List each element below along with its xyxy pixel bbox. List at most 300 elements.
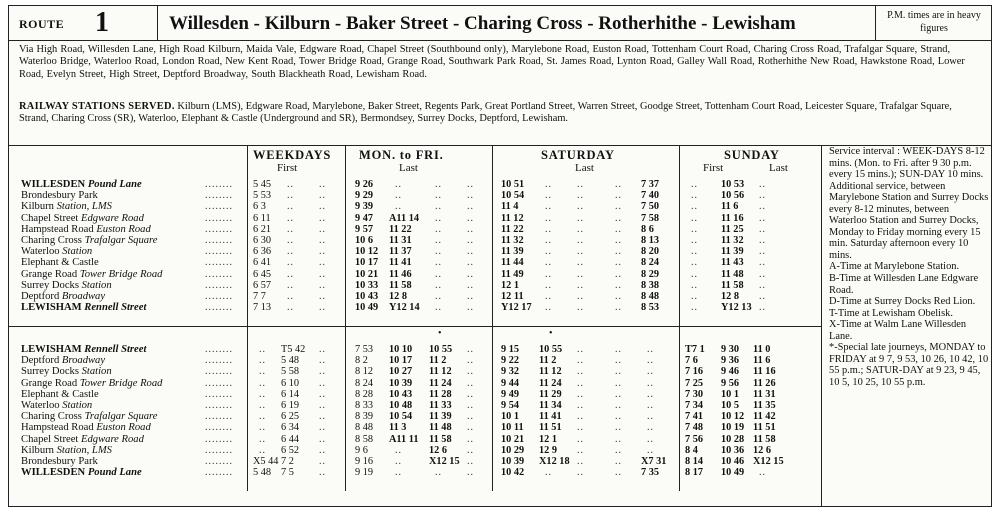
departure-time: 6 14 <box>281 388 300 400</box>
departure-time: 9 29 <box>355 190 374 202</box>
empty-cell: .. <box>435 246 442 258</box>
departure-time: 11 41 <box>539 411 562 423</box>
stop-detail: Tower Bridge Road <box>77 377 163 389</box>
departure-time: 9 46 <box>721 366 740 378</box>
departure-time: 11 2 <box>429 355 447 367</box>
departure-time: 10 48 <box>389 400 413 411</box>
stop-label: Hampstead Road <box>21 223 94 235</box>
stop-label: Surrey Docks <box>21 366 79 378</box>
empty-cell: .. <box>615 388 622 400</box>
empty-cell: .. <box>615 444 622 456</box>
departure-time: 6 57 <box>253 279 272 291</box>
empty-cell: .. <box>435 212 442 224</box>
departure-time: 7 16 <box>685 366 704 378</box>
departure-time: 10 49 <box>355 302 379 314</box>
empty-cell: .. <box>759 257 766 269</box>
departure-time: 10 36 <box>721 444 745 456</box>
empty-cell: .. <box>577 223 584 235</box>
empty-cell: .. <box>395 467 402 479</box>
departure-time: 11 24 <box>539 377 562 389</box>
departure-time: 11 42 <box>753 411 776 423</box>
rule <box>9 326 821 327</box>
empty-cell: .. <box>259 433 266 445</box>
leader-dots: ........ <box>205 388 233 400</box>
departure-time: 6 10 <box>281 377 300 389</box>
empty-cell: .. <box>691 190 698 202</box>
departure-time: 10 19 <box>721 422 745 434</box>
empty-cell: .. <box>467 467 474 479</box>
empty-cell: .. <box>287 179 294 190</box>
departure-time: 8 2 <box>355 355 368 367</box>
stop-detail: Station <box>78 366 112 378</box>
empty-cell: .. <box>615 179 622 190</box>
stop-name <box>21 445 112 456</box>
service-note: D-Time at Surrey Docks Red Lion. <box>829 296 976 308</box>
empty-cell: .. <box>615 257 622 269</box>
empty-cell: .. <box>319 257 326 269</box>
empty-cell: .. <box>319 366 326 378</box>
departure-time: 7 58 <box>641 212 660 224</box>
route-label: ROUTE <box>19 17 65 31</box>
timetable-sheet <box>8 5 992 507</box>
sunday-first: First <box>703 162 724 174</box>
departure-time: Y12 14 <box>389 302 420 314</box>
leader-dots: ........ <box>205 235 233 246</box>
stop-detail: Station <box>59 246 93 258</box>
departure-time: 11 12 <box>429 366 452 378</box>
stop-name <box>21 456 98 467</box>
empty-cell: .. <box>691 246 698 258</box>
empty-cell: .. <box>759 268 766 280</box>
special-journey-mark: • <box>549 328 553 339</box>
departure-time: 11 22 <box>501 223 524 235</box>
departure-time: 6 52 <box>281 444 300 456</box>
departure-time: 11 34 <box>539 400 562 411</box>
departure-time: 11 37 <box>389 246 412 258</box>
empty-cell: .. <box>467 279 474 291</box>
empty-cell: .. <box>615 456 622 467</box>
column-rule <box>679 145 680 491</box>
stop-detail: Station, LMS <box>53 444 112 456</box>
empty-cell: .. <box>259 366 266 378</box>
stop-detail: Tower Bridge Road <box>77 268 163 280</box>
service-note: T-Time at Lewisham Obelisk. <box>829 307 953 319</box>
empty-cell: .. <box>287 223 294 235</box>
empty-cell: .. <box>435 302 442 314</box>
departure-time: 7 50 <box>641 201 660 213</box>
stop-label: LEWISHAM <box>21 302 82 314</box>
leader-dots: ........ <box>205 456 233 467</box>
departure-time: 7 41 <box>685 411 704 423</box>
departure-time: X5 44 <box>253 456 279 467</box>
departure-time: A11 14 <box>389 212 420 224</box>
empty-cell: .. <box>615 201 622 213</box>
departure-time: 11 51 <box>539 422 562 434</box>
leader-dots: ........ <box>205 223 233 235</box>
special-journey-mark: • <box>438 328 442 339</box>
empty-cell: .. <box>435 257 442 269</box>
empty-cell: .. <box>615 235 622 246</box>
route-via: Via High Road, Willesden Lane, High Road Kilburn, Maida Vale, Edgware Road, Chapel Street (Southbound only), Marylebone Road, Euston Road, Tottenham Court Road, Charing Cross Road, Trafalgar Square, Strand, Waterloo Bridge, Waterloo Road, London Road, New Kent Road, Tower Bridge Road, Grange Road, Southwark Park Road, St. James Road, Lynton Road, Galley Wall Road, Rotherhithe New Road, Hawkstone Road, Lower Road, Evelyn Street, High Street, Deptford Broadway, South Blackheath Road, Lewisham Road. <box>19 44 965 80</box>
leader-dots: ........ <box>205 201 233 213</box>
empty-cell: .. <box>319 433 326 445</box>
empty-cell: .. <box>615 355 622 367</box>
departure-time: 6 19 <box>281 400 300 411</box>
empty-cell: .. <box>545 268 552 280</box>
departure-time: 7 13 <box>253 302 272 314</box>
departure-time: 9 22 <box>501 355 520 367</box>
empty-cell: .. <box>691 201 698 213</box>
empty-cell: .. <box>615 279 622 291</box>
departure-time: 8 12 <box>355 366 374 378</box>
empty-cell: .. <box>319 467 326 479</box>
empty-cell: .. <box>577 388 584 400</box>
empty-cell: .. <box>577 366 584 378</box>
empty-cell: .. <box>467 411 474 423</box>
departure-time: 10 29 <box>501 444 525 456</box>
service-note: Service interval : WEEK-DAYS 8-12 mins. (Mon. to Fri. after 9 30 p.m. every 15 mins.); SUN-DAY 10 mins. <box>829 146 985 181</box>
leader-dots: ........ <box>205 467 233 479</box>
departure-time: 5 58 <box>281 366 300 378</box>
empty-cell: .. <box>259 444 266 456</box>
railway-stations <box>19 101 983 126</box>
departure-time: 9 19 <box>355 467 374 479</box>
departure-time: 10 33 <box>355 279 379 291</box>
departure-time: 10 49 <box>721 467 745 479</box>
empty-cell: .. <box>577 467 584 479</box>
empty-cell: .. <box>759 201 766 213</box>
departure-time: 11 6 <box>721 201 739 213</box>
empty-cell: .. <box>319 400 326 411</box>
empty-cell: .. <box>759 291 766 302</box>
service-note: *-Special late journeys, MONDAY to FRIDAY at 9 7, 9 53, 10 26, 10 42, 10 55 p.m.; SATUR-DAY at 9 23, 9 45, 10 5, 10 25, 10 55 p.m. <box>829 342 989 388</box>
empty-cell: .. <box>545 235 552 246</box>
departure-time: 10 5 <box>721 400 740 411</box>
departure-time: 11 43 <box>721 257 744 269</box>
departure-time: 11 58 <box>721 279 744 291</box>
empty-cell: .. <box>287 190 294 202</box>
column-rule <box>821 145 822 507</box>
empty-cell: .. <box>691 223 698 235</box>
stop-label: Grange Road <box>21 268 78 280</box>
stop-detail: Station, LMS <box>53 201 112 213</box>
saturday-last: Last <box>575 162 594 174</box>
empty-cell: .. <box>577 201 584 213</box>
departure-time: 11 49 <box>501 268 524 280</box>
stop-name <box>21 190 98 201</box>
stop-name <box>21 269 162 280</box>
empty-cell: .. <box>577 235 584 246</box>
departure-time: 10 21 <box>355 268 379 280</box>
service-note: B-Time at Willesden Lane Edgware Road. <box>829 273 979 296</box>
departure-time: 12 1 <box>539 433 558 445</box>
stop-label: WILLESDEN <box>21 179 86 190</box>
monfri-last: Last <box>399 162 418 174</box>
stop-name <box>21 179 142 190</box>
empty-cell: .. <box>577 212 584 224</box>
departure-time: 5 45 <box>253 179 272 190</box>
empty-cell: .. <box>467 344 474 355</box>
stop-label: Charing Cross <box>21 411 82 423</box>
departure-time: 10 42 <box>501 467 525 479</box>
leader-dots: ........ <box>205 444 233 456</box>
departure-time: 11 48 <box>429 422 452 434</box>
empty-cell: .. <box>395 444 402 456</box>
stop-detail: Edgware Road <box>78 212 144 224</box>
empty-cell: .. <box>319 344 326 355</box>
departure-time: 6 44 <box>281 433 300 445</box>
departure-time: 12 8 <box>721 291 740 302</box>
departure-time: 11 35 <box>753 400 776 411</box>
empty-cell: .. <box>435 223 442 235</box>
departure-time: 8 20 <box>641 246 660 258</box>
empty-cell: .. <box>759 212 766 224</box>
stop-name <box>21 389 99 400</box>
stop-detail: Pound Lane <box>85 467 142 479</box>
stop-label: Charing Cross <box>21 235 82 246</box>
stop-label: Kilburn <box>21 444 54 456</box>
empty-cell: .. <box>435 467 442 479</box>
empty-cell: .. <box>647 400 654 411</box>
stop-label: Waterloo <box>21 246 60 258</box>
empty-cell: .. <box>647 366 654 378</box>
departure-time: 10 17 <box>389 355 413 367</box>
stop-name <box>21 355 105 366</box>
departure-time: 7 53 <box>355 344 374 355</box>
empty-cell: .. <box>467 444 474 456</box>
departure-time: 6 21 <box>253 223 272 235</box>
departure-time: 11 51 <box>753 422 776 434</box>
empty-cell: .. <box>577 377 584 389</box>
departure-time: X12 15 <box>753 456 784 467</box>
service-note: A-Time at Marylebone Station. <box>829 261 960 273</box>
leader-dots: ........ <box>205 212 233 224</box>
empty-cell: .. <box>577 190 584 202</box>
departure-time: 8 13 <box>641 235 660 246</box>
stop-label: Chapel Street <box>21 212 79 224</box>
empty-cell: .. <box>395 179 402 190</box>
departure-time: 7 25 <box>685 377 704 389</box>
departure-time: 9 30 <box>721 344 740 355</box>
header-divider <box>875 6 876 40</box>
leader-dots: ........ <box>205 190 233 202</box>
departure-time: 10 12 <box>355 246 379 258</box>
departure-time: 10 11 <box>501 422 524 434</box>
empty-cell: .. <box>287 291 294 302</box>
empty-cell: .. <box>319 355 326 367</box>
stop-name <box>21 467 142 478</box>
stop-name <box>21 291 105 302</box>
departure-time: 8 17 <box>685 467 704 479</box>
leader-dots: ........ <box>205 302 233 314</box>
route-title: Willesden - Kilburn - Baker Street - Charing Cross - Rotherhithe - Lewisham <box>169 13 796 34</box>
departure-time: 11 31 <box>753 388 776 400</box>
empty-cell: .. <box>287 235 294 246</box>
empty-cell: .. <box>259 355 266 367</box>
empty-cell: .. <box>259 377 266 389</box>
stop-detail: Euston Road <box>93 422 151 434</box>
departure-time: 11 16 <box>721 212 744 224</box>
departure-time: 6 36 <box>253 246 272 258</box>
stop-name <box>21 422 151 433</box>
departure-time: 11 25 <box>721 223 744 235</box>
empty-cell: .. <box>319 235 326 246</box>
departure-time: 7 6 <box>685 355 698 367</box>
empty-cell: .. <box>319 444 326 456</box>
stop-name <box>21 224 151 235</box>
empty-cell: .. <box>467 366 474 378</box>
departure-time: 9 16 <box>355 456 374 467</box>
departure-time: 9 54 <box>501 400 520 411</box>
empty-cell: .. <box>615 246 622 258</box>
departure-time: 11 0 <box>753 344 771 355</box>
empty-cell: .. <box>467 235 474 246</box>
empty-cell: .. <box>467 388 474 400</box>
departure-time: 8 28 <box>355 388 374 400</box>
departure-time: T7 1 <box>685 344 705 355</box>
empty-cell: .. <box>545 201 552 213</box>
empty-cell: .. <box>577 411 584 423</box>
service-notes <box>829 146 989 388</box>
stop-name <box>21 246 92 257</box>
stop-name <box>21 366 112 377</box>
departure-time: 7 56 <box>685 433 704 445</box>
service-note: Additional service, between Marylebone Station and Surrey Docks every 8-12 minutes, between Waterloo Station and Surrey Docks, Monday to Friday morning every 15 min. Saturday afternoon every 10 mins. <box>829 180 989 261</box>
departure-time: T5 42 <box>281 344 306 355</box>
empty-cell: .. <box>545 179 552 190</box>
saturday-heading: SATURDAY <box>541 148 615 162</box>
departure-time: 7 30 <box>685 388 704 400</box>
departure-time: 7 2 <box>281 456 294 467</box>
stop-detail: Rennell Street <box>81 344 147 355</box>
empty-cell: .. <box>467 201 474 213</box>
stop-detail: Station <box>78 279 112 291</box>
empty-cell: .. <box>467 291 474 302</box>
empty-cell: .. <box>467 433 474 445</box>
railway-text: Kilburn (LMS), Edgware Road, Marylebone, Baker Street, Regents Park, Great Portland Street, Warren Street, Goodge Street, Tottenham Court Road, Leicester Square, Trafalgar Square, Strand, Charing Cross (SR), Waterloo, Elephant & Castle (Underground and SR), Bermondsey, Surrey Docks, Deptford, Lewisham. <box>19 101 952 125</box>
departure-time: 6 34 <box>281 422 300 434</box>
empty-cell: .. <box>615 291 622 302</box>
departure-time: 8 6 <box>641 223 654 235</box>
departure-time: 6 25 <box>281 411 300 423</box>
empty-cell: .. <box>435 190 442 202</box>
empty-cell: .. <box>319 179 326 190</box>
departure-time: 9 57 <box>355 223 374 235</box>
departure-time: 10 55 <box>539 344 563 355</box>
empty-cell: .. <box>319 246 326 258</box>
stop-detail: Station <box>59 400 93 411</box>
departure-time: 12 11 <box>501 291 524 302</box>
departure-time: 9 36 <box>721 355 740 367</box>
sunday-heading: SUNDAY <box>724 148 780 162</box>
empty-cell: .. <box>615 302 622 314</box>
departure-time: 6 30 <box>253 235 272 246</box>
empty-cell: .. <box>259 388 266 400</box>
empty-cell: .. <box>615 344 622 355</box>
departure-time: 6 3 <box>253 201 266 213</box>
empty-cell: .. <box>467 400 474 411</box>
departure-time: 12 6 <box>753 444 772 456</box>
empty-cell: .. <box>435 291 442 302</box>
departure-time: 10 1 <box>721 388 740 400</box>
stop-label: Brondesbury Park <box>21 190 98 202</box>
departure-time: 8 58 <box>355 433 374 445</box>
empty-cell: .. <box>615 366 622 378</box>
empty-cell: .. <box>615 190 622 202</box>
empty-cell: .. <box>467 456 474 467</box>
empty-cell: .. <box>615 223 622 235</box>
empty-cell: .. <box>577 257 584 269</box>
leader-dots: ........ <box>205 179 233 190</box>
empty-cell: .. <box>647 388 654 400</box>
empty-cell: .. <box>435 279 442 291</box>
departure-time: 10 55 <box>429 344 453 355</box>
departure-time: Y12 13 <box>721 302 752 314</box>
departure-time: X12 18 <box>539 456 570 467</box>
stop-name <box>21 344 146 355</box>
column-rule <box>492 145 493 491</box>
stop-name <box>21 400 92 411</box>
empty-cell: .. <box>615 422 622 434</box>
departure-time: 8 33 <box>355 400 374 411</box>
empty-cell: .. <box>615 467 622 479</box>
departure-time: 11 58 <box>429 433 452 445</box>
departure-time: 11 12 <box>539 366 562 378</box>
empty-cell: .. <box>287 268 294 280</box>
empty-cell: .. <box>615 400 622 411</box>
leader-dots: ........ <box>205 355 233 367</box>
empty-cell: .. <box>691 179 698 190</box>
departure-time: 7 7 <box>253 291 266 302</box>
empty-cell: .. <box>319 411 326 423</box>
empty-cell: .. <box>577 355 584 367</box>
departure-time: 12 9 <box>539 444 558 456</box>
stop-label: LEWISHAM <box>21 344 82 355</box>
leader-dots: ........ <box>205 400 233 411</box>
leader-dots: ........ <box>205 366 233 378</box>
empty-cell: .. <box>319 201 326 213</box>
departure-time: 11 41 <box>389 257 412 269</box>
weekdays-first: First <box>277 162 298 174</box>
departure-time: 6 45 <box>253 268 272 280</box>
empty-cell: .. <box>467 246 474 258</box>
departure-time: 11 29 <box>539 388 562 400</box>
empty-cell: .. <box>577 344 584 355</box>
leader-dots: ........ <box>205 279 233 291</box>
empty-cell: .. <box>577 246 584 258</box>
empty-cell: .. <box>259 411 266 423</box>
stop-detail: Trafalgar Square <box>81 411 158 423</box>
stop-name <box>21 201 112 212</box>
stop-detail: Broadway <box>59 291 106 302</box>
departure-time: 11 39 <box>721 246 744 258</box>
empty-cell: .. <box>577 400 584 411</box>
stop-detail: Edgware Road <box>78 433 144 445</box>
departure-time: 10 28 <box>721 433 745 445</box>
service-note: X-Time at Walm Lane Willesden Lane. <box>829 319 967 342</box>
departure-time: 9 6 <box>355 444 368 456</box>
stop-name <box>21 280 112 291</box>
departure-time: 8 24 <box>355 377 374 389</box>
departure-time: 11 58 <box>389 279 412 291</box>
departure-time: 9 56 <box>721 377 740 389</box>
empty-cell: .. <box>759 179 766 190</box>
departure-time: 10 56 <box>721 190 745 202</box>
pm-note: P.M. times are in heavy figures <box>887 10 981 34</box>
departure-time: 8 4 <box>685 444 698 456</box>
departure-time: X7 31 <box>641 456 667 467</box>
empty-cell: .. <box>577 291 584 302</box>
